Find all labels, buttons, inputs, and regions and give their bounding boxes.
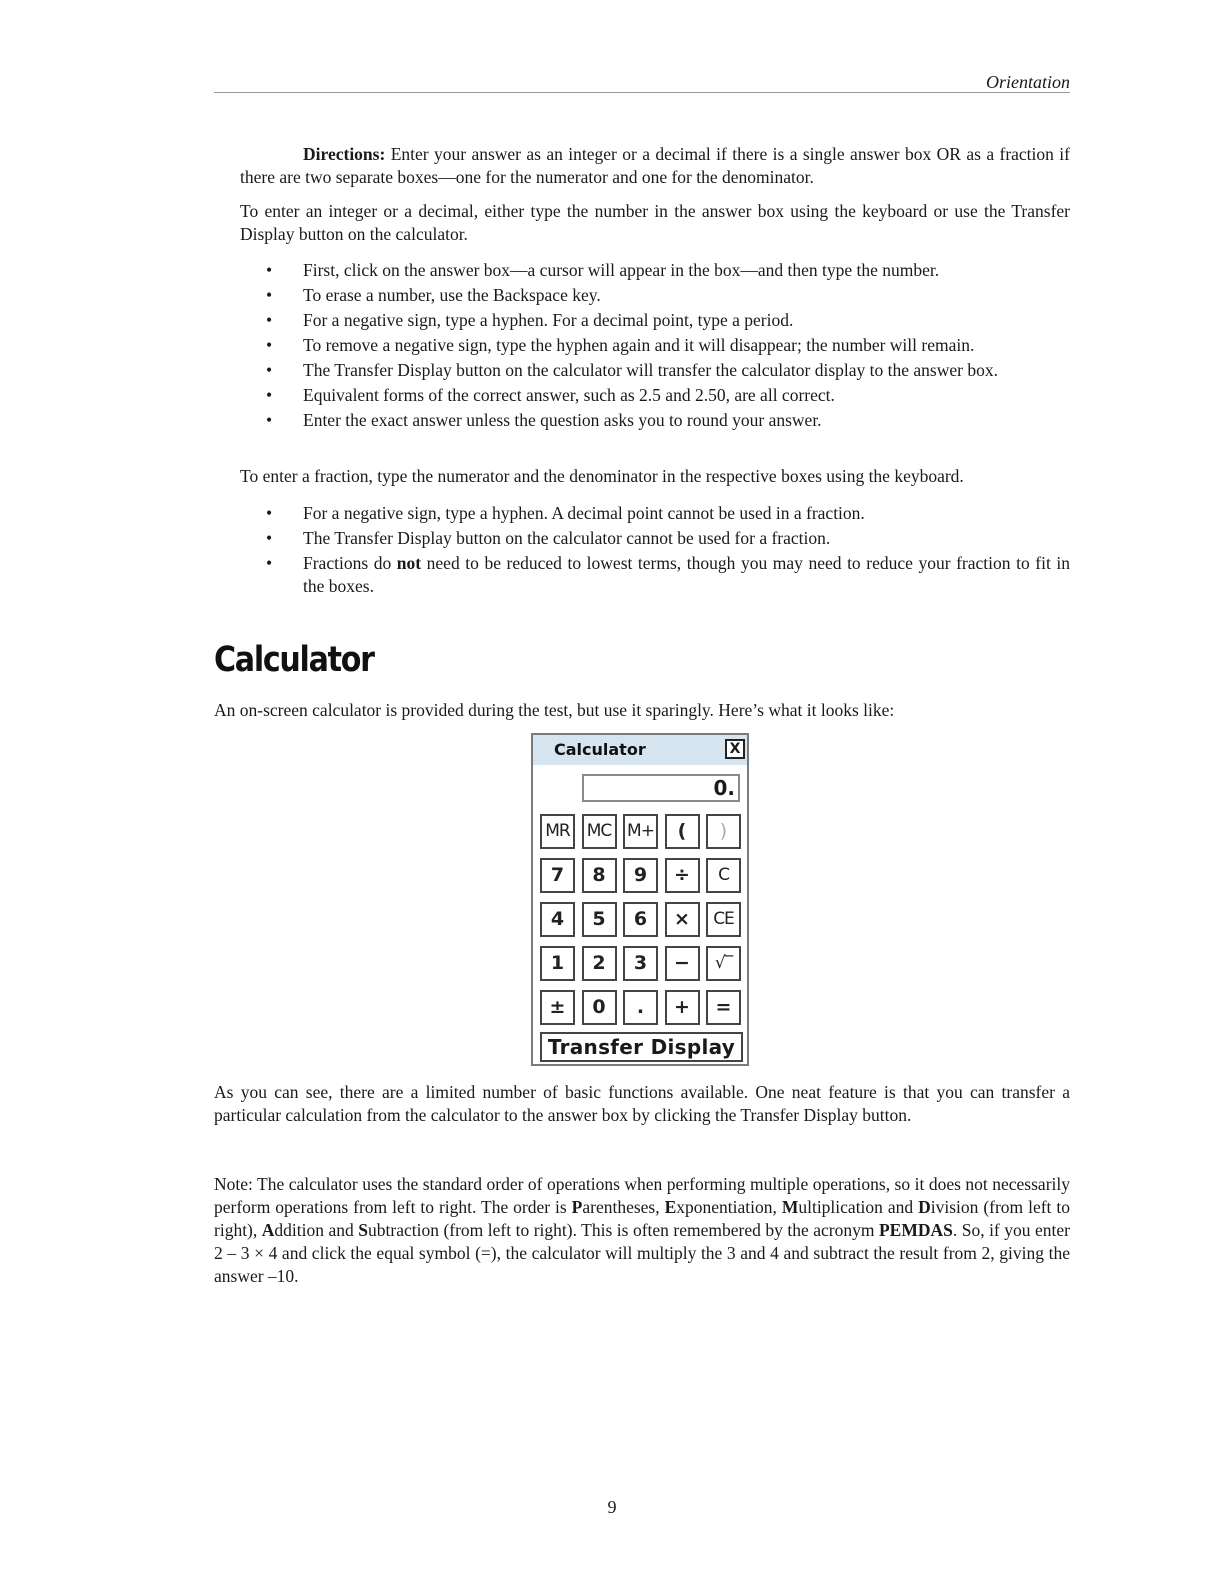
running-header	[214, 72, 1070, 93]
key-0[interactable]: 0	[582, 990, 617, 1025]
bullet-icon: •	[266, 503, 273, 523]
key-divide[interactable]: ÷	[665, 858, 700, 893]
section-heading: Calculator	[214, 640, 374, 680]
calculator-title-bar	[533, 735, 747, 765]
bullet-icon: •	[266, 285, 273, 305]
directions-label: Directions:	[303, 144, 386, 164]
calculator-intro: An on-screen calculator is provided during the test, but use it sparingly. Here’s what it looks like:	[214, 700, 895, 720]
key-1[interactable]: 1	[540, 946, 575, 981]
list-item: • For a negative sign, type a hyphen. A decimal point cannot be used in a fraction.	[266, 503, 865, 523]
directions-text: Enter your answer as an integer or a decimal if there is a single answer box OR as a fraction if there are two separate boxes—one for the numerator and one for the denominator.	[240, 144, 1070, 187]
order-of-operations-note: Note: The calculator uses the standard order of operations when performing multiple operations, so it does not necessarily perform operations from left to right. The order is Parentheses, Exponentiation, Multiplication and Division (from left to right), Addition and Subtraction (from left to right). This is often remembered by the acronym PEMDAS. So, if you enter 2 – 3 × 4 and click the equal symbol (=), the calculator will multiply the 3 and 4 and subtract the result from 2, giving the answer –10.	[214, 1174, 1070, 1286]
list-item: • First, click on the answer box—a cursor will appear in the box—and then type the number.	[266, 260, 940, 280]
key-clear[interactable]: C	[706, 858, 741, 893]
key-9[interactable]: 9	[623, 858, 658, 893]
close-icon[interactable]: X	[725, 739, 745, 759]
key-equals[interactable]: =	[706, 990, 741, 1025]
calculator-title: Calculator	[554, 740, 646, 759]
calculator-figure	[531, 733, 749, 1066]
list-item: • For a negative sign, type a hyphen. For a decimal point, type a period.	[266, 310, 794, 330]
fraction-intro: To enter a fraction, type the numerator and the denominator in the respective boxes using the keyboard.	[240, 466, 964, 486]
key-5[interactable]: 5	[582, 902, 617, 937]
calculator-display: 0.	[582, 774, 740, 802]
key-open-paren[interactable]: (	[665, 814, 700, 849]
key-2[interactable]: 2	[582, 946, 617, 981]
key-add[interactable]: +	[665, 990, 700, 1025]
key-memory-add[interactable]: M+	[623, 814, 658, 849]
calculator-description: As you can see, there are a limited number of basic functions available. One neat feature is that you can transfer a particular calculation from the calculator to the answer box by clicking the Transfer Display button.	[214, 1082, 1070, 1125]
list-item: • The Transfer Display button on the calculator will transfer the calculator display to the answer box.	[266, 360, 998, 380]
bullet-icon: •	[266, 260, 273, 280]
bullet-icon: •	[266, 310, 273, 330]
key-8[interactable]: 8	[582, 858, 617, 893]
bullet-icon: •	[266, 553, 273, 573]
page-number: 9	[607, 1497, 617, 1517]
key-3[interactable]: 3	[623, 946, 658, 981]
key-subtract[interactable]: −	[665, 946, 700, 981]
list-item: • Enter the exact answer unless the question asks you to round your answer.	[266, 410, 822, 430]
key-multiply[interactable]: ×	[665, 902, 700, 937]
key-6[interactable]: 6	[623, 902, 658, 937]
bullet-icon: •	[266, 360, 273, 380]
list-item: • Fractions do not need to be reduced to lowest terms, though you may need to reduce your fraction to fit in the boxes.	[266, 553, 1070, 596]
list-item: • Equivalent forms of the correct answer, such as 2.5 and 2.50, are all correct.	[266, 385, 835, 405]
key-4[interactable]: 4	[540, 902, 575, 937]
list-item: • The Transfer Display button on the calculator cannot be used for a fraction.	[266, 528, 831, 548]
acronym: PEMDAS	[878, 1220, 953, 1240]
fraction-bullet-list	[240, 502, 1070, 600]
key-memory-recall[interactable]: MR	[540, 814, 575, 849]
bullet-icon: •	[266, 528, 273, 548]
bullet-icon: •	[266, 335, 273, 355]
bullet-icon: •	[266, 385, 273, 405]
directions-paragraph	[240, 143, 1070, 189]
running-title: Orientation	[986, 72, 1070, 92]
key-plus-minus[interactable]: ±	[540, 990, 575, 1025]
transfer-display-button[interactable]: Transfer Display	[540, 1032, 743, 1062]
integer-bullet-list	[240, 259, 1070, 434]
calculator-keypad	[540, 814, 741, 1025]
list-item: • To erase a number, use the Backspace key.	[266, 285, 601, 305]
key-close-paren[interactable]: )	[706, 814, 741, 849]
integer-intro: To enter an integer or a decimal, either type the number in the answer box using the keyboard or use the Transfer Display button on the calculator.	[240, 201, 1070, 244]
key-memory-clear[interactable]: MC	[582, 814, 617, 849]
list-item: • To remove a negative sign, type the hyphen again and it will disappear; the number will remain.	[266, 335, 975, 355]
key-square-root[interactable]: √‾	[706, 946, 741, 981]
key-decimal[interactable]: .	[623, 990, 658, 1025]
bullet-icon: •	[266, 410, 273, 430]
key-clear-entry[interactable]: CE	[706, 902, 741, 937]
key-7[interactable]: 7	[540, 858, 575, 893]
